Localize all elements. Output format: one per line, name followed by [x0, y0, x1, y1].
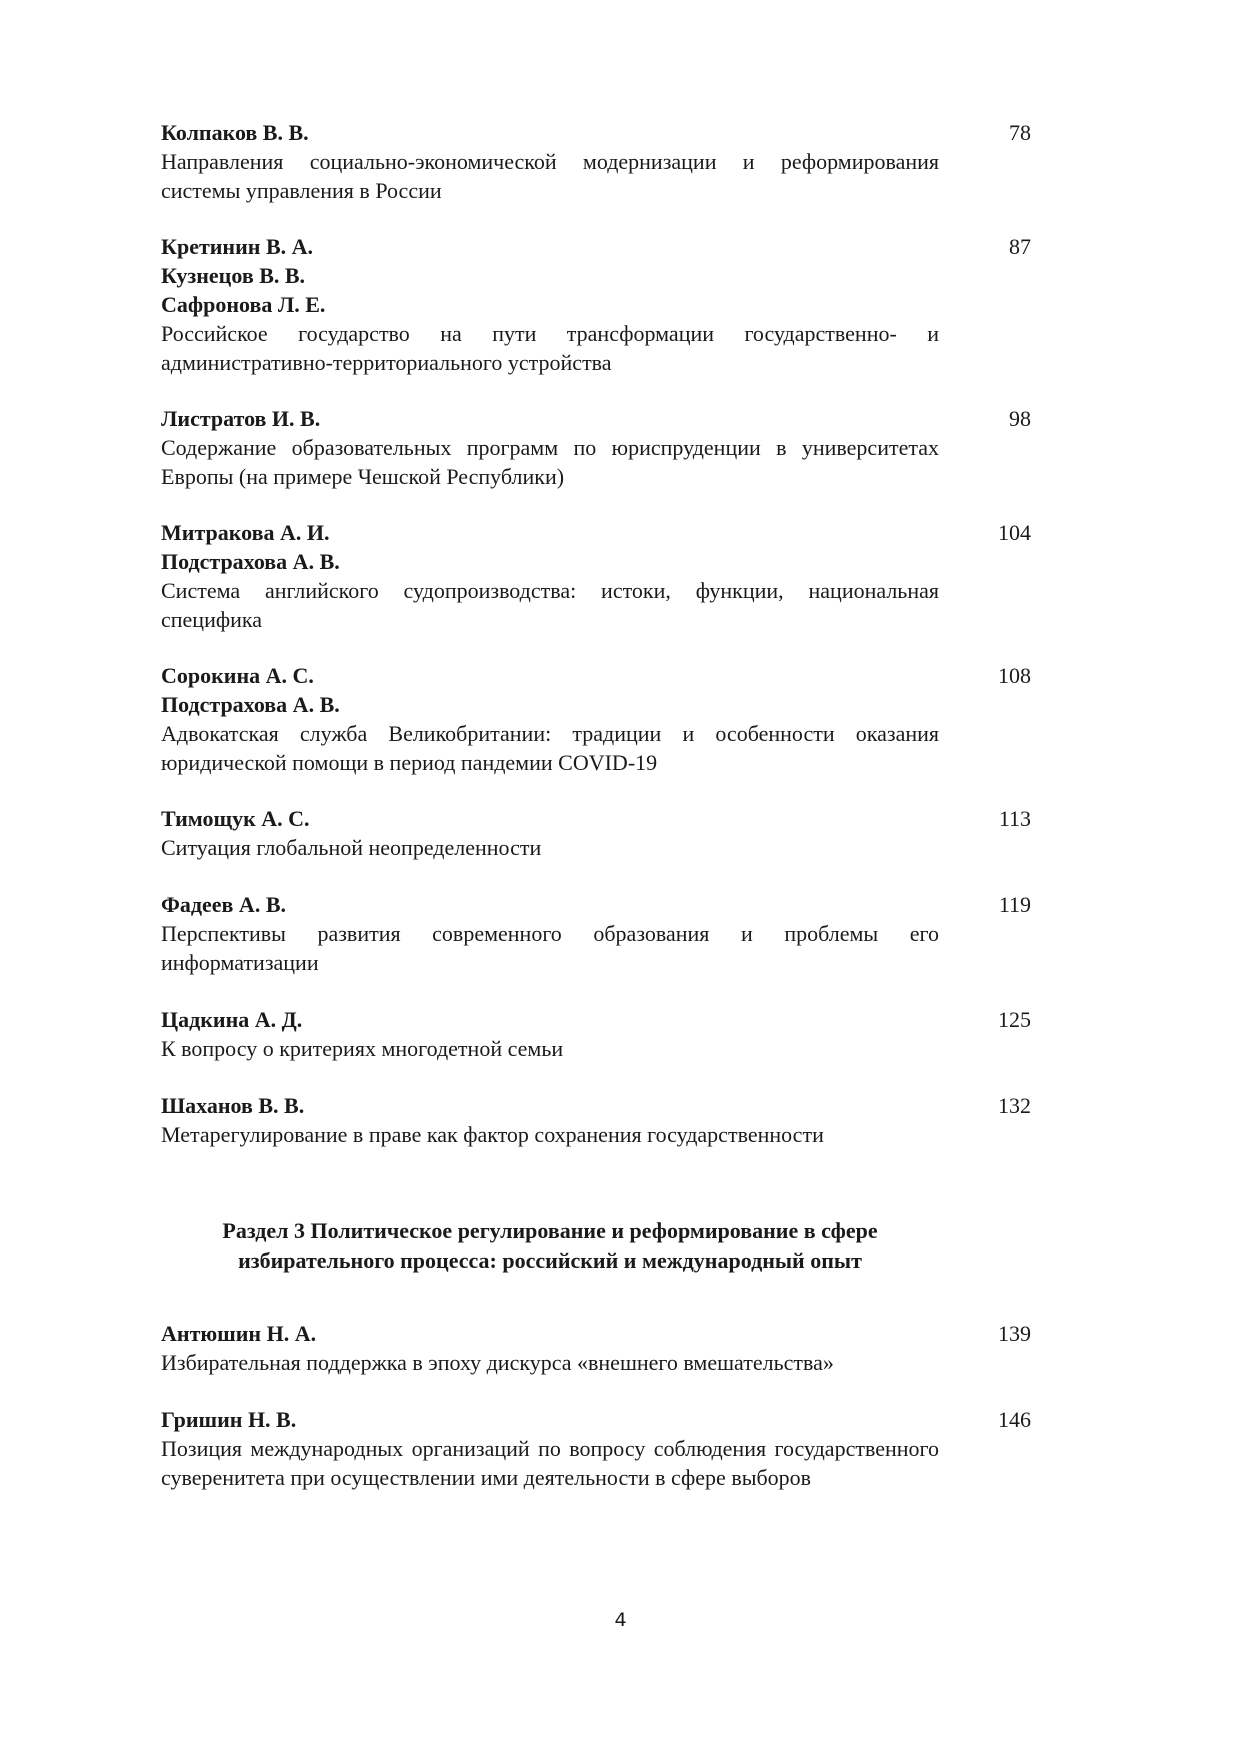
entry-author: Сафронова Л. Е. [161, 292, 326, 317]
entry-author: Колпаков В. В. [161, 120, 309, 145]
entry-title: Ситуация глобальной неопределенности [161, 835, 542, 860]
entry-author: Тимощук А. С. [161, 806, 310, 831]
entry-page-number: 113 [998, 806, 1031, 831]
entry-title: Содержание образовательных программ по юриспруденции в университетах Европы (на примере Чешской Республики) [161, 435, 939, 489]
entry-author: Цадкина А. Д. [161, 1007, 303, 1032]
entry-title: Перспективы развития современного образования и проблемы его информатизации [161, 921, 939, 975]
entry-page-number: 132 [998, 1093, 1031, 1118]
section-heading-line: Раздел 3 Политическое регулирование и реформирование в сфере [222, 1218, 878, 1243]
entry-title: Направления социально-экономической модернизации и реформирования системы управления в России [161, 149, 939, 203]
entry-author: Сорокина А. С. [161, 663, 314, 688]
toc-entry [161, 890, 1031, 977]
toc-entry [161, 1091, 1031, 1149]
entry-page-number: 139 [998, 1321, 1031, 1346]
entry-page-number: 119 [998, 892, 1031, 917]
entry-author: Антюшин Н. А. [161, 1321, 317, 1346]
entry-page-number: 146 [998, 1407, 1031, 1432]
section-heading-line: избирательного процесса: российский и международный опыт [238, 1248, 862, 1273]
entry-page-number: 87 [1009, 234, 1031, 259]
toc-entry [161, 232, 1031, 377]
entry-author: Гришин Н. В. [161, 1407, 297, 1432]
entry-author: Листратов И. В. [161, 406, 321, 431]
entry-title: Метарегулирование в праве как фактор сохранения государственности [161, 1122, 824, 1147]
entry-author: Подстрахова А. В. [161, 549, 340, 574]
toc-entry [161, 518, 1031, 634]
page-number: 4 [614, 1609, 627, 1631]
entry-title: Российское государство на пути трансформации государственно- и административно-территориального устройства [161, 321, 939, 375]
section-heading [161, 1216, 939, 1276]
entry-page-number: 125 [998, 1007, 1031, 1032]
entry-author: Подстрахова А. В. [161, 692, 340, 717]
entry-title: Адвокатская служба Великобритании: традиции и особенности оказания юридической помощи в период пандемии COVID-19 [161, 721, 939, 775]
toc-entry [161, 1405, 1031, 1492]
toc-entry [161, 1005, 1031, 1063]
toc-entry [161, 118, 1031, 205]
entry-page-number: 108 [998, 663, 1031, 688]
entry-page-number: 98 [1009, 406, 1031, 431]
entry-author: Фадеев А. В. [161, 892, 286, 917]
entry-title: Избирательная поддержка в эпоху дискурса «внешнего вмешательства» [161, 1350, 834, 1375]
entry-title: Позиция международных организаций по вопросу соблюдения государственного суверенитета при осуществлении ими деятельности в сфере выборов [161, 1436, 939, 1490]
toc-entry [161, 661, 1031, 777]
entry-page-number: 78 [1009, 120, 1031, 145]
entry-title: Система английского судопроизводства: истоки, функции, национальная специфика [161, 578, 939, 632]
entry-author: Шаханов В. В. [161, 1093, 305, 1118]
toc-entry [161, 804, 1031, 862]
entry-title: К вопросу о критериях многодетной семьи [161, 1036, 564, 1061]
entry-author: Митракова А. И. [161, 520, 330, 545]
entry-author: Кузнецов В. В. [161, 263, 306, 288]
entry-author: Кретинин В. А. [161, 234, 314, 259]
toc-entry [161, 1319, 1031, 1377]
toc-entry [161, 404, 1031, 491]
entry-page-number: 104 [998, 520, 1031, 545]
